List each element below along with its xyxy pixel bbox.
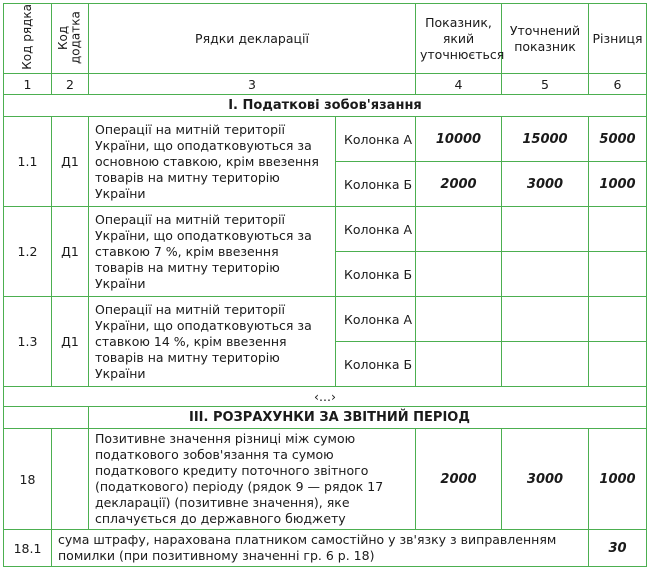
value-col4: 2000 (416, 162, 502, 207)
header-indicator-clarified: Показник, який уточнюється (416, 4, 502, 74)
header-row (4, 4, 647, 74)
row-appendix: Д1 (52, 297, 89, 387)
table-row (4, 297, 647, 342)
value-col6: 30 (589, 530, 647, 567)
table-row (4, 530, 647, 567)
ellipsis-row (4, 387, 647, 407)
value-col5 (502, 252, 589, 297)
column-b-label: Колонка Б (336, 342, 416, 387)
header-clarified-indicator: Уточнений показник (502, 4, 589, 74)
row-code: 1.3 (4, 297, 52, 387)
col-number: 3 (89, 74, 416, 95)
value-col6 (589, 342, 647, 387)
row-code: 18 (4, 429, 52, 530)
row-description: Операції на митній території України, що оподатковуються за основною ставкою, крім ввезення товарів на митну територію України (89, 117, 336, 207)
value-col6 (589, 207, 647, 252)
table-row (4, 207, 647, 252)
section-row (4, 407, 647, 429)
value-col6 (589, 252, 647, 297)
value-col6: 1000 (589, 162, 647, 207)
column-a-label: Колонка А (336, 297, 416, 342)
column-b-label: Колонка Б (336, 162, 416, 207)
value-col4 (416, 252, 502, 297)
value-col5: 3000 (502, 162, 589, 207)
row-code: 1.1 (4, 117, 52, 207)
col-number: 1 (4, 74, 52, 95)
table-row (4, 117, 647, 162)
row-description: Операції на митній території України, що оподатковуються за ставкою 7 %, крім ввезення товарів на митну територію України (89, 207, 336, 297)
row-appendix (52, 429, 89, 530)
row-description: Позитивне значення різниці між сумою податкового зобов'язання та сумою податкового кредиту поточного звітного (податкового) періоду (рядок 9 — рядок 17 декларації) (позитивне значення), яке сплачується до державного бюджету (89, 429, 416, 530)
header-rows-title: Рядки декларації (89, 4, 416, 74)
value-col6: 5000 (589, 117, 647, 162)
section-title: ІІІ. РОЗРАХУНКИ ЗА ЗВІТНИЙ ПЕРІОД (89, 407, 647, 429)
col-number: 2 (52, 74, 89, 95)
col-number: 6 (589, 74, 647, 95)
column-a-label: Колонка А (336, 207, 416, 252)
table-row (4, 429, 647, 530)
col-number: 5 (502, 74, 589, 95)
value-col5 (502, 342, 589, 387)
header-code-appendix: Код додатка (52, 4, 89, 74)
value-col5: 3000 (502, 429, 589, 530)
value-col6: 1000 (589, 429, 647, 530)
value-col5: 15000 (502, 117, 589, 162)
col-number: 4 (416, 74, 502, 95)
row-description: Операції на митній території України, що оподатковуються за ставкою 14 %, крім ввезення товарів на митну територію України (89, 297, 336, 387)
declaration-table (3, 3, 647, 567)
value-col6 (589, 297, 647, 342)
value-col5 (502, 207, 589, 252)
column-a-label: Колонка А (336, 117, 416, 162)
row-code: 18.1 (4, 530, 52, 567)
header-code-row: Код рядка (4, 4, 52, 74)
section-row (4, 95, 647, 117)
value-col4 (416, 207, 502, 252)
value-col4 (416, 297, 502, 342)
value-col4: 2000 (416, 429, 502, 530)
row-appendix: Д1 (52, 207, 89, 297)
column-numbers-row (4, 74, 647, 95)
ellipsis: ‹...› (4, 387, 647, 407)
row-appendix: Д1 (52, 117, 89, 207)
section-title: І. Податкові зобов'язання (4, 95, 647, 117)
header-difference: Різниця (589, 4, 647, 74)
row-code: 1.2 (4, 207, 52, 297)
column-b-label: Колонка Б (336, 252, 416, 297)
value-col5 (502, 297, 589, 342)
value-col4 (416, 342, 502, 387)
row-description: сума штрафу, нарахована платником самостійно у зв'язку з виправленням помилки (при позитивному значенні гр. 6 р. 18) (52, 530, 589, 567)
value-col4: 10000 (416, 117, 502, 162)
